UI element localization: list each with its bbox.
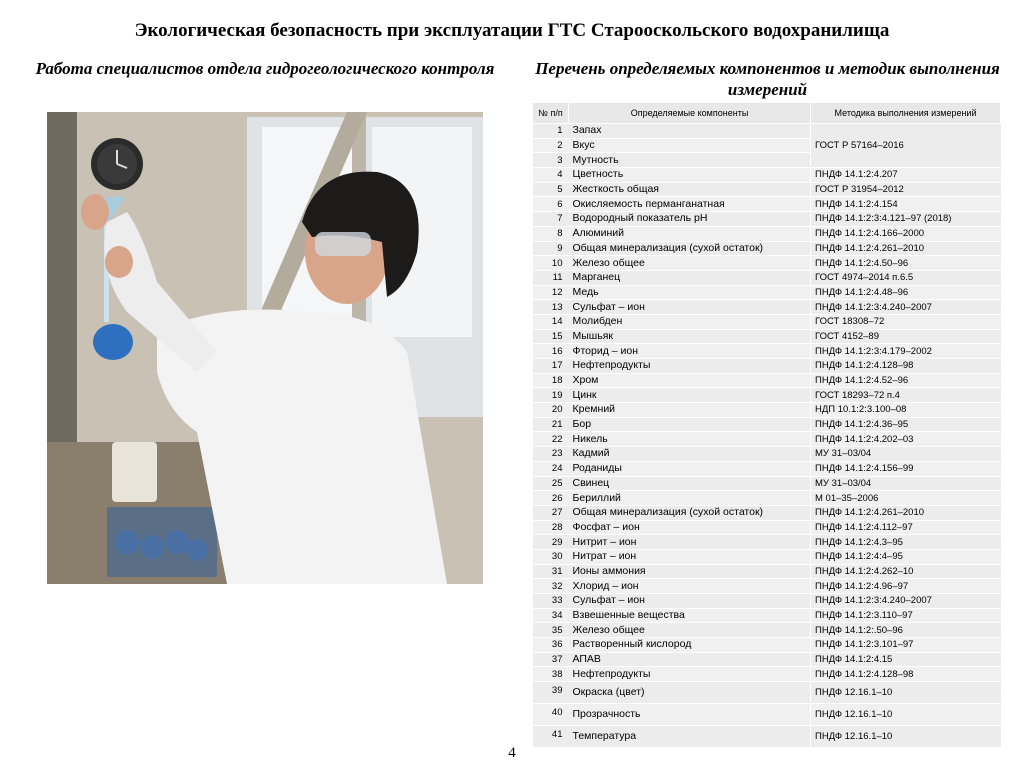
row-method: ПНДФ 14.1:2:3:4.179–2002 — [811, 344, 1001, 359]
row-component: Роданиды — [569, 461, 811, 476]
table-row — [533, 476, 1001, 491]
row-number: 13 — [533, 300, 569, 315]
row-component: Марганец — [569, 270, 811, 285]
row-method: ГОСТ 18308–72 — [811, 314, 1001, 329]
components-table — [532, 102, 1001, 748]
row-method: ПНДФ 14.1:2:4.166–2000 — [811, 226, 1001, 241]
table-row — [533, 182, 1001, 197]
row-number: 22 — [533, 432, 569, 447]
row-method: ПНДФ 14.1:2:.50–96 — [811, 623, 1001, 638]
row-component: Нитрит – ион — [569, 535, 811, 550]
row-number: 38 — [533, 667, 569, 682]
row-method: ПНДФ 14.1:2:4.36–95 — [811, 417, 1001, 432]
row-method: ПНДФ 14.1:2:4.128–98 — [811, 667, 1001, 682]
table-row — [533, 388, 1001, 403]
row-method: ПНДФ 14.1:2:4.128–98 — [811, 359, 1001, 374]
row-number: 4 — [533, 168, 569, 183]
table-row — [533, 197, 1001, 212]
row-number: 17 — [533, 359, 569, 374]
row-component: Нефтепродукты — [569, 667, 811, 682]
table-row — [533, 373, 1001, 388]
row-component: Нефтепродукты — [569, 359, 811, 374]
table-row — [533, 285, 1001, 300]
table-row — [533, 256, 1001, 271]
table-row — [533, 505, 1001, 520]
table-row — [533, 447, 1001, 462]
row-number: 33 — [533, 594, 569, 609]
row-component: Запах — [569, 124, 811, 139]
row-component: Жесткость общая — [569, 182, 811, 197]
row-method: ПНДФ 14.1:2:4.52–96 — [811, 373, 1001, 388]
row-number: 6 — [533, 197, 569, 212]
table-row — [533, 549, 1001, 564]
header-method: Методика выполнения измерений — [811, 103, 1001, 124]
row-number: 26 — [533, 491, 569, 506]
row-method: ПНДФ 14.1:2:3:4.240–2007 — [811, 300, 1001, 315]
row-number: 9 — [533, 241, 569, 256]
row-method: МУ 31–03/04 — [811, 447, 1001, 462]
row-number: 15 — [533, 329, 569, 344]
table-row — [533, 491, 1001, 506]
row-number: 12 — [533, 285, 569, 300]
row-number: 24 — [533, 461, 569, 476]
row-component: Прозрачность — [569, 704, 811, 726]
row-component: Сульфат – ион — [569, 594, 811, 609]
row-component: Растворенный кислород — [569, 638, 811, 653]
table-row — [533, 212, 1001, 227]
row-component: Молибден — [569, 314, 811, 329]
table-row — [533, 520, 1001, 535]
row-component: Нитрат – ион — [569, 549, 811, 564]
row-number: 21 — [533, 417, 569, 432]
row-number: 8 — [533, 226, 569, 241]
row-number: 30 — [533, 549, 569, 564]
row-method: ГОСТ Р 57164–2016 — [811, 124, 1001, 168]
row-method: ПНДФ 12.16.1–10 — [811, 704, 1001, 726]
row-component: Окраска (цвет) — [569, 682, 811, 704]
row-method: ПНДФ 14.1:2:4.202–03 — [811, 432, 1001, 447]
row-number: 7 — [533, 212, 569, 227]
row-number: 18 — [533, 373, 569, 388]
row-method: М 01–35–2006 — [811, 491, 1001, 506]
table-row — [533, 704, 1001, 726]
row-method: ГОСТ Р 31954–2012 — [811, 182, 1001, 197]
row-component: Бериллий — [569, 491, 811, 506]
row-component: Общая минерализация (сухой остаток) — [569, 505, 811, 520]
row-component: Алюминий — [569, 226, 811, 241]
row-number: 16 — [533, 344, 569, 359]
row-method: ПНДФ 14.1:2:3.110–97 — [811, 608, 1001, 623]
row-number: 10 — [533, 256, 569, 271]
row-number: 29 — [533, 535, 569, 550]
row-method: ПНДФ 14.1:2:4.154 — [811, 197, 1001, 212]
table-row — [533, 638, 1001, 653]
row-method: ГОСТ 4974–2014 п.6.5 — [811, 270, 1001, 285]
page-number: 4 — [508, 745, 516, 761]
row-method: ПНДФ 14.1:2:4.50–96 — [811, 256, 1001, 271]
table-row — [533, 652, 1001, 667]
row-number: 19 — [533, 388, 569, 403]
row-number: 23 — [533, 447, 569, 462]
row-component: Бор — [569, 417, 811, 432]
row-component: Общая минерализация (сухой остаток) — [569, 241, 811, 256]
row-number: 41 — [533, 726, 569, 748]
row-component: Фосфат – ион — [569, 520, 811, 535]
table-row — [533, 300, 1001, 315]
table-row — [533, 168, 1001, 183]
table-row — [533, 329, 1001, 344]
row-component: Сульфат – ион — [569, 300, 811, 315]
row-number: 1 — [533, 124, 569, 139]
table-row — [533, 579, 1001, 594]
table-row — [533, 594, 1001, 609]
table-row — [533, 241, 1001, 256]
row-component: Хром — [569, 373, 811, 388]
row-component: Ионы аммония — [569, 564, 811, 579]
row-method: ПНДФ 14.1:2:4.261–2010 — [811, 505, 1001, 520]
table-header-row — [533, 103, 1001, 124]
row-component: Хлорид – ион — [569, 579, 811, 594]
table-heading: Перечень определяемых компонентов и методик выполнения измерений — [535, 59, 1000, 99]
row-number: 3 — [533, 153, 569, 168]
table-row — [533, 535, 1001, 550]
row-method: ГОСТ 18293–72 п.4 — [811, 388, 1001, 403]
row-number: 28 — [533, 520, 569, 535]
row-number: 39 — [533, 682, 569, 704]
table-row — [533, 417, 1001, 432]
row-method: ПНДФ 14.1:2:4.15 — [811, 652, 1001, 667]
row-method: ПНДФ 14.1:2:4.112–97 — [811, 520, 1001, 535]
row-number: 37 — [533, 652, 569, 667]
row-method: МУ 31–03/04 — [811, 476, 1001, 491]
row-component: Окисляемость перманганатная — [569, 197, 811, 212]
row-component: Водородный показатель pH — [569, 212, 811, 227]
row-number: 5 — [533, 182, 569, 197]
table-row — [533, 667, 1001, 682]
row-component: Вкус — [569, 138, 811, 153]
row-component: Температура — [569, 726, 811, 748]
table-row — [533, 344, 1001, 359]
row-number: 32 — [533, 579, 569, 594]
table-row — [533, 564, 1001, 579]
table-row — [533, 403, 1001, 418]
row-number: 40 — [533, 704, 569, 726]
row-number: 31 — [533, 564, 569, 579]
row-component: Кадмий — [569, 447, 811, 462]
row-number: 34 — [533, 608, 569, 623]
row-component: Железо общее — [569, 623, 811, 638]
slide-title: Экологическая безопасность при эксплуатации ГТС Старооскольского водохранилища — [134, 20, 890, 41]
row-method: ПНДФ 14.1:2:3:4.121–97 (2018) — [811, 212, 1001, 227]
table-row — [533, 226, 1001, 241]
row-component: Цветность — [569, 168, 811, 183]
table-row — [533, 461, 1001, 476]
row-component: Мутность — [569, 153, 811, 168]
row-method: ПНДФ 14.1:2:4.156–99 — [811, 461, 1001, 476]
table-row — [533, 623, 1001, 638]
row-method: ПНДФ 14.1:2:4.262–10 — [811, 564, 1001, 579]
row-component: Взвешенные вещества — [569, 608, 811, 623]
row-method: ПНДФ 14.1:2:4.3–95 — [811, 535, 1001, 550]
table-row — [533, 314, 1001, 329]
row-method: ПНДФ 14.1:2:3.101–97 — [811, 638, 1001, 653]
table-row — [533, 270, 1001, 285]
row-method: ПНДФ 14.1:2:4:4–95 — [811, 549, 1001, 564]
table-row — [533, 359, 1001, 374]
row-component: Свинец — [569, 476, 811, 491]
table-row — [533, 124, 1001, 139]
table-row — [533, 432, 1001, 447]
row-component: Цинк — [569, 388, 811, 403]
row-component: Мышьяк — [569, 329, 811, 344]
row-number: 35 — [533, 623, 569, 638]
row-number: 20 — [533, 403, 569, 418]
row-component: Железо общее — [569, 256, 811, 271]
row-component: Медь — [569, 285, 811, 300]
row-component: Фторид – ион — [569, 344, 811, 359]
row-number: 2 — [533, 138, 569, 153]
row-method: ПНДФ 14.1:2:4.207 — [811, 168, 1001, 183]
row-component: АПАВ — [569, 652, 811, 667]
header-number: № п/п — [533, 103, 569, 124]
row-method: НДП 10.1:2:3.100–08 — [811, 403, 1001, 418]
row-method: ПНДФ 12.16.1–10 — [811, 726, 1001, 748]
row-method: ПНДФ 12.16.1–10 — [811, 682, 1001, 704]
row-method: ПНДФ 14.1:2:4.96–97 — [811, 579, 1001, 594]
row-method: ПНДФ 14.1:2:4.261–2010 — [811, 241, 1001, 256]
row-component: Кремний — [569, 403, 811, 418]
row-number: 25 — [533, 476, 569, 491]
row-component: Никель — [569, 432, 811, 447]
row-number: 11 — [533, 270, 569, 285]
header-component: Определяемые компоненты — [569, 103, 811, 124]
row-number: 27 — [533, 505, 569, 520]
table-row — [533, 608, 1001, 623]
row-method: ПНДФ 14.1:2:4.48–96 — [811, 285, 1001, 300]
photo-heading: Работа специалистов отдела гидрогеологического контроля — [35, 59, 495, 78]
row-method: ГОСТ 4152–89 — [811, 329, 1001, 344]
row-method: ПНДФ 14.1:2:3:4.240–2007 — [811, 594, 1001, 609]
lab-photo — [47, 112, 483, 584]
row-number: 14 — [533, 314, 569, 329]
row-number: 36 — [533, 638, 569, 653]
table-row — [533, 682, 1001, 704]
